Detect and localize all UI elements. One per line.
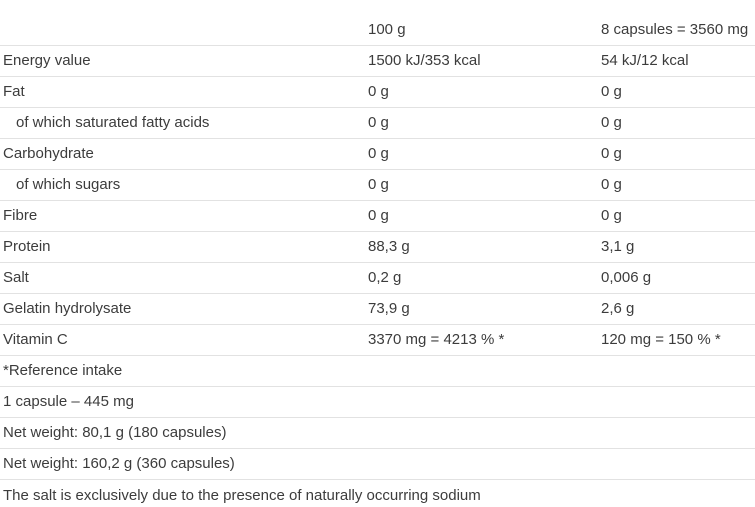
row-value-100g: 0 g xyxy=(368,145,389,162)
table-row-protein xyxy=(0,232,755,263)
row-value-serving: 120 mg = 150 % * xyxy=(601,331,721,348)
row-value-serving: 2,6 g xyxy=(601,300,635,317)
row-label: Fibre xyxy=(3,207,38,224)
row-value-100g: 88,3 g xyxy=(368,238,410,255)
row-label: Salt xyxy=(3,269,29,286)
row-label: Vitamin C xyxy=(3,331,68,348)
footnote-salt-sodium xyxy=(0,480,755,507)
header-col-serving: 8 capsules = 3560 mg xyxy=(601,21,749,38)
row-value-serving: 0 g xyxy=(601,83,622,100)
footnote-net-weight-360 xyxy=(0,449,755,480)
row-value-serving: 0 g xyxy=(601,176,622,193)
row-label: of which sugars xyxy=(16,176,121,193)
footnote-reference-intake xyxy=(0,356,755,387)
table-row-gelatin-hydrolysate xyxy=(0,294,755,325)
row-value-serving: 0,006 g xyxy=(601,269,652,286)
row-label: Carbohydrate xyxy=(3,145,94,162)
row-value-100g: 0 g xyxy=(368,207,389,224)
footnote-net-weight-180 xyxy=(0,418,755,449)
table-row-salt xyxy=(0,263,755,294)
table-row-energy-value xyxy=(0,46,755,77)
row-value-100g: 0 g xyxy=(368,176,389,193)
table-row-carbohydrate xyxy=(0,139,755,170)
row-value-100g: 0 g xyxy=(368,83,389,100)
table-row-sugars xyxy=(0,170,755,201)
footnote-text: 1 capsule – 445 mg xyxy=(3,393,134,410)
row-label: of which saturated fatty acids xyxy=(16,114,210,131)
footnote-text: Net weight: 160,2 g (360 capsules) xyxy=(3,455,235,472)
row-value-100g: 3370 mg = 4213 % * xyxy=(368,331,505,348)
row-value-serving: 0 g xyxy=(601,145,622,162)
table-row-fibre xyxy=(0,201,755,232)
table-header-row xyxy=(0,15,755,46)
row-label: Energy value xyxy=(3,52,91,69)
table-row-fat xyxy=(0,77,755,108)
footnote-text: Net weight: 80,1 g (180 capsules) xyxy=(3,424,227,441)
row-label: Fat xyxy=(3,83,25,100)
footnote-text: *Reference intake xyxy=(3,362,123,379)
table-row-saturated-fatty-acids xyxy=(0,108,755,139)
row-value-100g: 0,2 g xyxy=(368,269,402,286)
row-value-100g: 73,9 g xyxy=(368,300,410,317)
row-value-serving: 3,1 g xyxy=(601,238,635,255)
row-value-serving: 0 g xyxy=(601,114,622,131)
row-label: Protein xyxy=(3,238,51,255)
footnote-text: The salt is exclusively due to the presence of naturally occurring sodium xyxy=(3,486,481,504)
table-row-vitamin-c xyxy=(0,325,755,356)
row-value-serving: 54 kJ/12 kcal xyxy=(601,52,689,69)
row-label: Gelatin hydrolysate xyxy=(3,300,132,317)
row-value-serving: 0 g xyxy=(601,207,622,224)
footnote-capsule-weight xyxy=(0,387,755,418)
header-col-100g: 100 g xyxy=(368,21,406,38)
row-value-100g: 0 g xyxy=(368,114,389,131)
row-value-100g: 1500 kJ/353 kcal xyxy=(368,52,481,69)
